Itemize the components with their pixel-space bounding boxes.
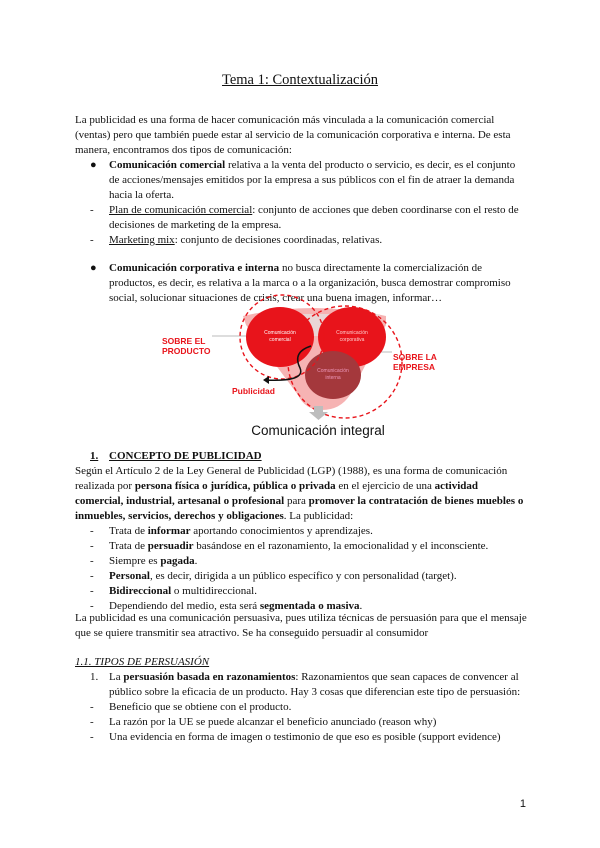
- underlined-term: Plan de comunicación comercial: [109, 204, 253, 216]
- text-run: Una evidencia en forma de imagen o testimonio de que eso es posible (support evidence): [109, 731, 501, 743]
- section-number: 1.: [90, 450, 99, 462]
- text-run: La publicidad es una forma de hacer comunicación más vinculada a la comunicación comercial (ventas) pero que también puede estar al servicio de la comunicación corporativa e interna. De esta manera, encontramos dos tipos de comunicación:: [75, 114, 511, 156]
- company-label: SOBRE LA: [393, 352, 437, 362]
- text-run: La razón por la UE se puede alcanzar el beneficio anunciado (reason why): [109, 716, 437, 728]
- advertising-traits-list: [75, 524, 527, 614]
- circle-internal-label: interna: [325, 375, 341, 381]
- list-marker: 1.: [90, 671, 99, 683]
- list-marker: -: [90, 555, 94, 567]
- bold-text: actividad comercial, industrial, artesanal o profesional: [75, 480, 478, 507]
- list-marker: -: [90, 585, 94, 597]
- text-run: aportando conocimientos y aprendizajes.: [190, 525, 373, 537]
- list-item: [75, 524, 527, 539]
- text-run: . La publicidad:: [283, 510, 354, 522]
- list-item-text: [109, 716, 436, 728]
- bold-text: persuasión basada en razonamientos: [123, 671, 296, 683]
- list-item: [75, 554, 527, 569]
- circle-corporate-label: corporativa: [339, 337, 365, 343]
- text-run: Según el Artículo 2 de la Ley General de Publicidad (LGP) (1988), es una forma de comunicación realizada por: [75, 465, 508, 492]
- text-run: Siempre es: [109, 555, 161, 567]
- text-run: .: [359, 600, 363, 612]
- bold-text: persona física o jurídica, pública o privada: [134, 480, 336, 492]
- list-item-text: [109, 540, 488, 552]
- diagram-caption: Comunicación integral: [251, 423, 385, 438]
- circle-internal-label: Comunicación: [317, 368, 349, 374]
- list-marker: -: [90, 204, 94, 216]
- bold-text: Comunicación comercial: [109, 159, 226, 171]
- list-item: [75, 670, 527, 700]
- text-run: : conjunto de decisiones coordinadas, relativas.: [174, 234, 383, 246]
- text-run: no busca directamente la comercialización de productos, es decir, es relativa a la marca o a la organización, busca demostrar compromiso social, solucionar situaciones de crisis, crear una buena imagen, informar…: [109, 262, 511, 304]
- text-run: en el ejercicio de una: [335, 480, 435, 492]
- text-run: : Razonamientos que sean capaces de convencer al público sobre la eficacia de un producto. Hay 3 cosas que diferencian este tipo de persuasión:: [109, 671, 521, 698]
- bold-text: informar: [147, 525, 191, 537]
- text-run: Trata de: [109, 540, 148, 552]
- section-title: CONCEPTO DE PUBLICIDAD: [109, 450, 262, 462]
- list-item: [75, 539, 527, 554]
- list-marker: -: [90, 600, 94, 612]
- product-label: SOBRE EL: [162, 336, 206, 346]
- list-item-text: [109, 525, 373, 537]
- list-item-text: [109, 570, 457, 582]
- text-run: .: [194, 555, 198, 567]
- bold-text: pagada: [160, 555, 195, 567]
- text-run: para: [284, 495, 309, 507]
- text-run: La: [109, 671, 124, 683]
- list-item-text: [109, 701, 291, 713]
- list-item-text: [109, 671, 520, 698]
- definition-paragraph: [75, 464, 527, 524]
- persuasion-paragraph: [75, 611, 527, 641]
- text-run: : conjunto de acciones que deben coordinarse con el resto de decisiones de marketing de la empresa.: [109, 204, 519, 231]
- bold-text: Bidireccional: [109, 585, 172, 597]
- bullet-icon: ●: [90, 262, 97, 274]
- section-1-heading: [75, 449, 527, 464]
- list-item-text: [109, 585, 257, 597]
- list-marker: -: [90, 701, 94, 713]
- advertising-arrowhead: [263, 376, 269, 384]
- bold-text: Personal: [109, 570, 150, 582]
- list-marker: -: [90, 731, 94, 743]
- list-marker: -: [90, 716, 94, 728]
- text-run: , es decir, dirigida a un público específico y con personalidad (target).: [149, 570, 457, 582]
- circle-commercial-label: comercial: [269, 337, 291, 343]
- list-marker: -: [90, 234, 94, 246]
- company-label: EMPRESA: [393, 362, 436, 372]
- bold-text: persuadir: [147, 540, 194, 552]
- subsection-heading: 1.1. TIPOS DE PERSUASIÓN: [75, 656, 210, 668]
- list-item-text: [109, 731, 501, 743]
- text-run: Trata de: [109, 525, 148, 537]
- bold-text: promover la contratación de bienes muebles o inmuebles, servicios, derechos y obligaciones: [75, 495, 524, 522]
- product-label: PRODUCTO: [162, 346, 211, 356]
- underlined-term: Marketing mix: [109, 234, 175, 246]
- list-item: [75, 569, 527, 584]
- bold-text: Comunicación corporativa e interna: [109, 262, 280, 274]
- list-marker: -: [90, 540, 94, 552]
- text-run: Beneficio que se obtiene con el producto.: [109, 701, 292, 713]
- advertising-label: Publicidad: [232, 386, 275, 396]
- page-title: Tema 1: Contextualización: [221, 72, 379, 88]
- list-marker: -: [90, 570, 94, 582]
- bold-text: segmentada o masiva: [259, 600, 360, 612]
- list-item: [75, 715, 527, 730]
- list-item: [75, 700, 527, 715]
- text-run: Dependiendo del medio, esta será: [109, 600, 260, 612]
- list-item: [75, 730, 527, 745]
- text-run: basándose en el razonamiento, la emocionalidad y el inconsciente.: [193, 540, 489, 552]
- list-item-text: [109, 555, 197, 567]
- persuasion-types-list: [75, 670, 527, 745]
- text-run: relativa a la venta del producto o servicio, es decir, es el conjunto de acciones/mensajes emitidos por la empresa a sus públicos con el fin de atraer la demanda hacia la oferta.: [109, 159, 516, 201]
- circle-corporate-label: Comunicación: [336, 330, 368, 336]
- text-run: o multidireccional.: [171, 585, 257, 597]
- text-run: La publicidad es una comunicación persuasiva, pues utiliza técnicas de persuasión para que el mensaje que se quiere transmitir sea atractivo. Se ha conseguido persuadir al consumidor: [75, 612, 527, 639]
- list-marker: -: [90, 525, 94, 537]
- bullet-icon: ●: [90, 159, 97, 171]
- circle-commercial-label: Comunicación: [264, 330, 296, 336]
- page-number: 1: [519, 798, 526, 810]
- list-item: [75, 584, 527, 599]
